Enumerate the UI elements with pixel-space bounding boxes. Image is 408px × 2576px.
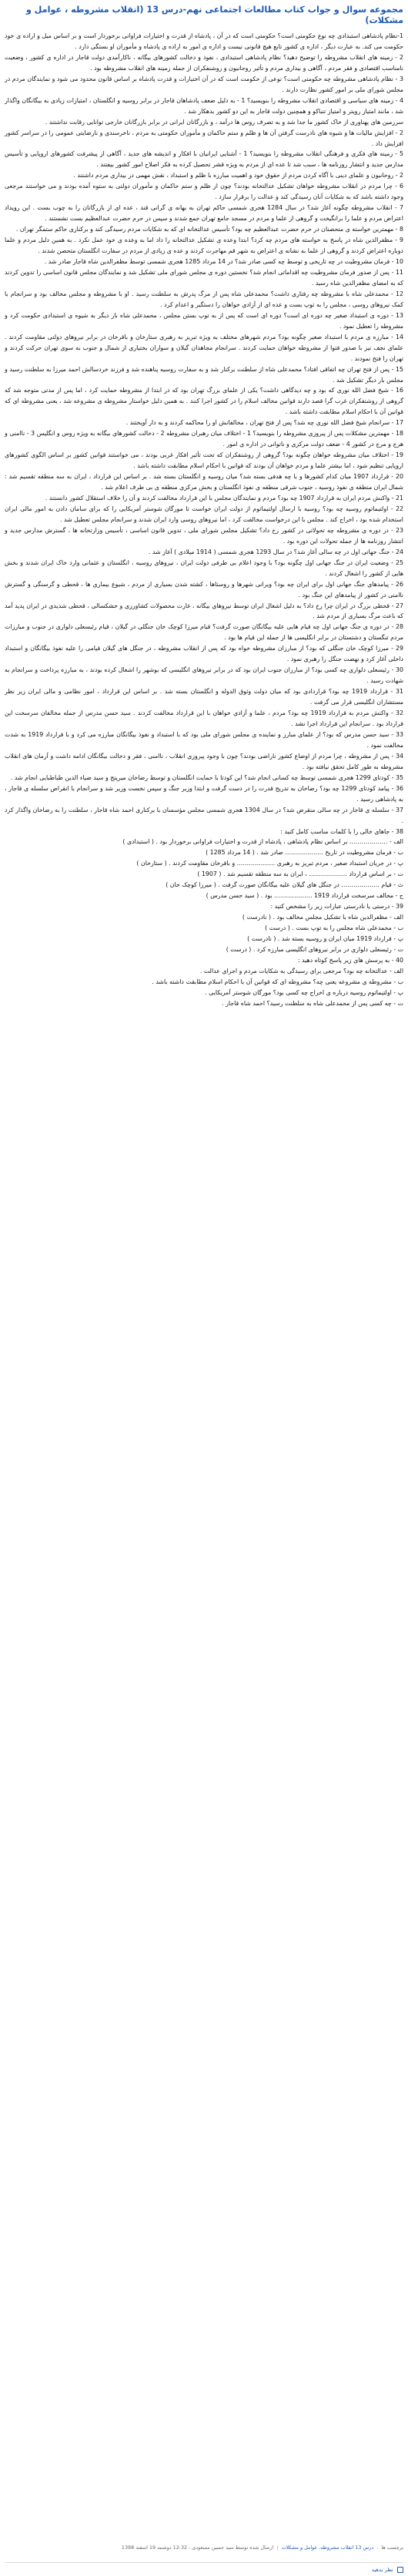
- paragraph: 12 - محمدعلی شاه با مشروطه چه رفتاری داشت؟ محمدعلی شاه پس از مرگ پدرش به سلطنت رسید . او با مشروطه و مجلس مخالف بود و سرانجام با کمک نیروهای روسی ، مجلس را به توپ بست و عده ای از آزادی خواهان را دستگیر و اعدام کرد .: [5, 290, 403, 308]
- paragraph: 13 - دوره ی استبداد صغیر چه دوره ای است؟ دوره ای است که پس از به توپ بستن مجلس ، محمدعلی شاه بار دیگر به شیوه ی استبدادی حکومت کرد و مشروطه را تعطیل نمود .: [5, 311, 403, 330]
- paragraph: ث - قیام ………………. در جنگل های گیلان علیه بیگانگان صورت گرفت . ( میرزا کوچک خان ): [166, 881, 403, 889]
- paragraph: 37 - سلسله ی قاجار در چه سالی منقرض شد؟ در سال 1304 هجری شمسی مجلس مؤسسان با برکناری احمد شاه قاجار ، سلطنت را به رضاخان واگذار کرد .: [5, 806, 404, 824]
- paragraph: 10 - فرمان مشروطیت در چه تاریخی و توسط چه کسی صادر شد؟ در 14 مرداد 1285 هجری شمسی توسط مظفرالدین شاه قاجار صادر شد .: [44, 258, 403, 266]
- paragraph: 18 - مهمترین مشکلات پس از پیروزی مشروطه را بنویسید؟ 1 - اختلاف میان رهبران مشروطه 2 - دخالت کشورهای بیگانه به ویژه روس و انگلیس 3 - ناامنی و هرج و مرج در کشور 4 - ضعف دولت مرکزی و ناتوانی در اداره ی امور .: [5, 430, 403, 448]
- paragraph: پ - اولتیماتوم روسیه درباره ی اخراج چه کسی بود؟ مورگان شوستر آمریکایی .: [205, 988, 403, 996]
- paragraph: 38 - جاهای خالی را با کلمات مناسب کامل کنید :: [280, 827, 403, 835]
- comment-bar: [5, 2562, 403, 2574]
- tag-link[interactable]: درس 13 انقلاب مشروطه، عوامل و مشکلات: [281, 2544, 374, 2551]
- paragraph: 33 - سید حسن مدرس که بود؟ از علمای مبارز و نماینده ی مجلس شورای ملی بود که با استبداد و نفوذ بیگانگان مبارزه می کرد و با قرارداد 1919 به شدت مخالفت نمود .: [5, 730, 404, 749]
- paragraph: 3 - نظام پادشاهی مشروطه چه حکومتی است؟ نوعی از حکومت است که در آن اختیارات و قدرت پادشاه بر اساس قانون محدود می شود و نمایندگان مردم در مجلس شورای ملی بر امور کشور نظارت دارند .: [5, 75, 403, 93]
- comment-icon: [397, 2567, 403, 2573]
- paragraph: 24 - جنگ جهانی اول در چه سالی آغاز شد؟ در سال 1293 هجری شمسی ( 1914 میلادی ) آغاز شد .: [148, 548, 403, 555]
- paragraph: 20 - قرارداد 1907 میان کدام کشورها و با چه هدفی بسته شد؟ میان روسیه و انگلستان بسته شد . بر اساس این قرارداد ، ایران به سه منطقه تقسیم شد : شمال ایران منطقه ی نفوذ روسیه ، جنوب شرقی منطقه ی نفوذ انگلستان و بخش مرکزی منطقه ی بی طرف اعلام شد .: [5, 473, 403, 491]
- paragraph: پ - در جریان استبداد صغیر ، مردم تبریز به رهبری ………………. و باقرخان مقاومت کردند . ( ستارخان ): [136, 860, 403, 867]
- paragraph: 4 - زمینه های سیاسی و اقتصادی انقلاب مشروطه را بنویسید؟ 1 - به دلیل ضعف پادشاهان قاجار در برابر روسیه و انگلستان ، امتیازات زیادی به بیگانگان واگذار شد ، مانند امتیاز رویتر و امتیاز تنباکو و همچنین دولت قاجار به این دو کشور بدهکار شد .: [5, 96, 403, 115]
- paragraph: الف - عدالتخانه چه بود؟ مرجعی برای رسیدگی به شکایات مردم و اجرای عدالت .: [199, 967, 403, 974]
- paragraph: الف - ………………. بر اساس نظام پادشاهی ، پادشاه از قدرت و اختیارات فراوانی برخوردار بود . ( استبدادی ): [122, 838, 403, 846]
- paragraph: 32 - واکنش مردم به قرارداد 1919 چه بود؟ مردم ، علما و آزادی خواهان با این قرارداد مخالفت کردند . سید حسن مدرس از جمله مخالفان سرسخت این قرارداد بود . سرانجام این قرارداد اجرا نشد .: [5, 709, 403, 727]
- paragraph: 7 - انقلاب مشروطه چگونه آغاز شد؟ در سال 1284 هجری شمسی حاکم تهران به بهانه ی گرانی قند ، عده ای از بازرگانان را به چوب بست . این رویداد اعتراض مردم و علما را برانگیخت و گروهی از علما و مردم در مسجد جامع تهران جمع شدند و سپس در حرم حضرت عبدالعظیم بست نشستند .: [5, 204, 403, 223]
- paragraph: 23 - در دوره ی مشروطه چه تحولاتی در کشور رخ داد؟ تشکیل مجلس شورای ملی ، تدوین قانون اساسی ، تأسیس وزارتخانه ها ، گسترش مدارس جدید و انتشار روزنامه ها از جمله تحولات این دوره بود .: [5, 526, 403, 545]
- paragraph: ت - رئیسعلی دلواری در برابر نیروهای انگلیسی مبارزه کرد . ( درست ): [226, 946, 403, 954]
- post-meta: ارسال شده توسط سید حسین مسعودی ، 12:32 دوشنبه 19 اسفند 1398: [121, 2544, 274, 2551]
- comment-link[interactable]: نظر بدهید: [371, 2567, 393, 2573]
- paragraph: 2 - روحانیون و علمای دینی با آگاه کردن مردم از حقوق خود و اهمیت مبارزه با ظلم و استبداد ، نقش مهمی در بیداری مردم داشتند .: [73, 172, 403, 179]
- paragraph: 5 - زمینه های فکری و فرهنگی انقلاب مشروطه را بنویسید؟ 1 - آشنایی ایرانیان با افکار و اندیشه های جدید ، آگاهی از پیشرفت کشورهای اروپایی و تأسیس مدارس جدید و انتشار روزنامه ها ، سبب شد تا عده ای از مردم به ویژه قشر تحصیل کرده به فکر اصلاح امور کشور بیفتند .: [5, 150, 404, 169]
- paragraph: 8 - مهمترین خواسته ی متحصنان در حرم حضرت عبدالعظیم چه بود؟ تأسیس عدالتخانه ای که به شکایات مردم رسیدگی کند و برکناری حاکم ستمگر تهران .: [15, 226, 403, 233]
- paragraph: 27 - قحطی بزرگ در ایران چرا رخ داد؟ به دلیل اشغال ایران توسط نیروهای بیگانه ، غارت محصولات کشاورزی و خشکسالی ، قحطی شدیدی در ایران پدید آمد که باعث مرگ بسیاری از مردم شد .: [5, 602, 403, 620]
- paragraph: 19 - اختلاف میان مشروطه خواهان چگونه بود؟ گروهی از روشنفکران که تحت تأثیر افکار غربی بودند ، می خواستند قوانین کشور بر اساس الگوی کشورهای اروپایی تنظیم شود ، اما بیشتر علما و مردم خواهان آن بودند که قوانین با احکام اسلام مطابقت داشته باشد .: [5, 451, 403, 470]
- paragraph: 15 - پس از فتح تهران چه اتفاقی افتاد؟ محمدعلی شاه از سلطنت برکنار شد و به سفارت روسیه پناهنده شد و فرزند خردسالش احمد میرزا به سلطنت رسید و مجلس بار دیگر تشکیل شد .: [5, 365, 403, 384]
- paragraph: 2 - زمینه های انقلاب مشروطه را توضیح دهید؟ نظام پادشاهی استبدادی ، نفوذ و دخالت کشورهای بیگانه ، ناکارآمدی دولت قاجار در اداره ی کشور ، وضعیت نامناسب اقتصادی و فقر مردم ، آگاهی و بیداری مردم و تأثیر روحانیون و روشنفکران از جمله زمینه های انقلاب مشروطه بود .: [5, 53, 403, 72]
- paragraph: 22 - اولتیماتوم روسیه چه بود؟ روسیه با ارسال اولتیماتوم از دولت ایران خواست تا مورگان شوستر آمریکایی را که برای سامان دادن به امور مالی ایران استخدام شده بود ، اخراج کند . مجلس با این درخواست مخالفت کرد ، اما نیروهای روسی وارد ایران شدند و سرانجام مجلس تعطیل شد .: [5, 505, 403, 523]
- paragraph: 39 - درستی یا نادرستی عبارات زیر را مشخص کنید :: [270, 903, 403, 911]
- paragraph: ب - مشروطه ی مشروعه یعنی چه؟ مشروطه ای که قوانین آن با احکام اسلام مطابقت داشته باشد .: [152, 978, 403, 985]
- tags-label: برچسب ها: [381, 2544, 403, 2551]
- paragraph: ت - بر اساس قرارداد ………………. ، ایران به سه منطقه تقسیم شد . ( 1907 ): [197, 870, 403, 878]
- paragraph: 16 - شیخ فضل الله نوری که بود و چه دیدگاهی داشت؟ یکی از علمای بزرگ تهران بود که در ابتدا از مشروطه حمایت کرد ، اما پس از مدتی متوجه شد که گروهی از روشنفکران غرب گرا قصد دارند قوانین مخالف اسلام را در کشور اجرا کنند . به همین دلیل خواستار مشروطه ی مشروعه شد ، یعنی مشروطه ای که قوانین آن با احکام اسلام مطابقت داشته باشد .: [5, 387, 403, 416]
- paragraph: ت - چه کسی پس از محمدعلی شاه به سلطنت رسید؟ احمد شاه قاجار .: [222, 999, 403, 1007]
- separator: :: [376, 2544, 379, 2551]
- paragraph: سرزمین های پهناوری از خاک کشور ما جدا شد و به تصرف روس ها درآمد ، و بازرگانان ایرانی در برابر بازرگانان خارجی توانایی رقابت نداشتند .: [45, 118, 403, 126]
- paragraph: 26 - پیامدهای جنگ جهانی اول برای ایران چه بود؟ ویرانی شهرها و روستاها ، کشته شدن بسیاری از مردم ، شیوع بیماری ها ، قحطی و گرسنگی و گسترش ناامنی در کشور از پیامدهای این جنگ بود .: [5, 580, 403, 599]
- paragraph: 31 - قرارداد 1919 چه بود؟ قراردادی بود که میان دولت وثوق الدوله و انگلستان بسته شد . بر اساس این قرارداد ، امور نظامی و مالی ایران زیر نظر مستشاران انگلیسی قرار می گرفت .: [5, 688, 403, 706]
- paragraph: 17 - سرانجام شیخ فضل الله نوری چه شد؟ پس از فتح تهران ، مخالفانش او را محاکمه کردند و به دار آویختند .: [125, 419, 403, 427]
- paragraph: 21 - واکنش مردم ایران به قرارداد 1907 چه بود؟ مردم و نمایندگان مجلس با این قرارداد مخالفت کردند و آن را خلاف استقلال کشور دانستند .: [45, 494, 403, 501]
- paragraph: 2 - افزایش مالیات ها و شیوه های نادرست گرفتن آن ها و ظلم و ستم حاکمان و مأموران حکومتی به مردم ، ناخرسندی و نارضایتی عمومی را در سراسر کشور افزایش داد .: [5, 129, 403, 147]
- paragraph: 6 - چرا مردم در انقلاب مشروطه خواهان تشکیل عدالتخانه بودند؟ چون از ظلم و ستم حاکمان و مأموران دولتی به ستوه آمده بودند و می خواستند مرجعی وجود داشته باشد که به شکایات آنان رسیدگی کند و عدالت را برقرار سازد .: [5, 183, 403, 201]
- post-body: [5, 31, 403, 1009]
- paragraph: پ - قرارداد 1919 میان ایران و روسیه بسته شد . ( نادرست ): [247, 935, 403, 943]
- post-title[interactable]: مجموعه سوال و جواب کتاب مطالعات اجتماعی نهم-درس 13 (انقلاب مشروطه ، عوامل و مشکلات): [25, 5, 403, 25]
- paragraph: الف - مظفرالدین شاه با تشکیل مجلس مخالف بود . ( نادرست ): [242, 914, 403, 921]
- paragraph: 29 - میرزا کوچک خان جنگلی که بود؟ از مبارزان مشروطه خواه بود که پس از انقلاب مشروطه ، در جنگل های گیلان قیامی را علیه نفوذ بیگانگان و استبداد داخلی آغاز کرد و نهضت جنگل را رهبری نمود .: [5, 645, 403, 663]
- paragraph: 14 - مبارزه ی مردم با استبداد صغیر چگونه بود؟ مردم شهرهای مختلف به ویژه تبریز به رهبری ستارخان و باقرخان در برابر نیروهای دولتی مقاومت کردند . علمای نجف نیز با صدور فتوا از مشروطه خواهان حمایت کردند . سرانجام مجاهدان گیلان و سواران بختیاری از شمال و جنوب به سوی تهران حرکت کردند و تهران را فتح نمودند .: [5, 333, 403, 362]
- paragraph: 25 - وضعیت ایران در جنگ جهانی اول چگونه بود؟ با وجود اعلام بی طرفی دولت ایران ، نیروهای روسیه ، انگلستان و عثمانی وارد خاک ایران شدند و بخش هایی از کشور را اشغال کردند .: [5, 558, 403, 577]
- paragraph: 36 - پیامد کودتای 1299 چه بود؟ رضاخان به تدریج قدرت را در دست گرفت و ابتدا وزیر جنگ و سپس نخست وزیر شد و سرانجام با انقراض سلسله ی قاجار ، به پادشاهی رسید .: [5, 784, 403, 803]
- paragraph: 30 - رئیسعلی دلواری چه کسی بود؟ از مبارزان جنوب ایران بود که در برابر نیروهای انگلیسی که بوشهر را اشغال کرده بودند ، به مبارزه پرداخت و سرانجام به شهادت رسید .: [5, 666, 403, 685]
- paragraph: 1-نظام پادشاهی استبدادی چه نوع حکومتی است؟ حکومتی است که در آن ، پادشاه از قدرت و اختیارات فراوانی برخوردار است و بر اساس میل و اراده ی خود حکومت می کند. به عبارت دیگر ، اداره ی کشور تابع هیچ قانونی نیست و اداره ی امور به اراده ی پادشاه و مأموران او بستگی دارد .: [5, 32, 403, 50]
- paragraph: 9 - مظفرالدین شاه در پاسخ به خواسته های مردم چه کرد؟ ابتدا وعده ی تشکیل عدالتخانه را داد اما به وعده ی خود عمل نکرد . به همین دلیل مردم و علما دوباره اعتراض کردند و گروهی از علما به نشانه ی اعتراض به شهر قم مهاجرت کردند و عده ی زیادی از مردم در سفارت انگلستان متحصن شدند .: [5, 236, 403, 255]
- paragraph: 11 - پس از صدور فرمان مشروطیت چه اقداماتی انجام شد؟ نخستین دوره ی مجلس شورای ملی تشکیل شد و نمایندگان مجلس قانون اساسی را تدوین کردند که به امضای مظفرالدین شاه رسید .: [5, 268, 403, 287]
- paragraph: 34 - پس از مشروطه ، چرا مردم از اوضاع کشور ناراضی بودند؟ چون با وجود پیروزی انقلاب ، ناامنی ، فقر و دخالت بیگانگان ادامه داشت و آرمان های انقلاب مشروطه به طور کامل تحقق نیافته بود .: [5, 752, 403, 770]
- paragraph: 40 - به پرسش های زیر پاسخ کوتاه دهید :: [297, 956, 403, 964]
- paragraph: ب - فرمان مشروطیت در تاریخ ………………. صادر شد . ( 14 مرداد 1285 ): [206, 849, 403, 857]
- paragraph: 28 - در دوره ی جنگ جهانی اول چه قیام هایی علیه بیگانگان صورت گرفت؟ قیام میرزا کوچک خان جنگلی در گیلان ، قیام رئیسعلی دلواری در جنوب و مبارزات مردم تنگستان و دشتستان در برابر انگلیسی ها از جمله این قیام ها بود .: [5, 623, 403, 642]
- paragraph: ب - محمدعلی شاه مجلس را به توپ بست . ( درست ): [265, 924, 403, 932]
- separator: |: [276, 2544, 279, 2551]
- paragraph: ج - مخالف سرسخت قرارداد 1919 ………………. بود . ( سید حسن مدرس ): [206, 892, 403, 900]
- post-footer: [5, 2544, 403, 2551]
- paragraph: 35 - کودتای 1299 هجری شمسی توسط چه کسانی انجام شد؟ این کودتا با حمایت انگلستان و توسط رضاخان میرپنج و سید ضیاء الدین طباطبایی انجام شد .: [10, 773, 403, 781]
